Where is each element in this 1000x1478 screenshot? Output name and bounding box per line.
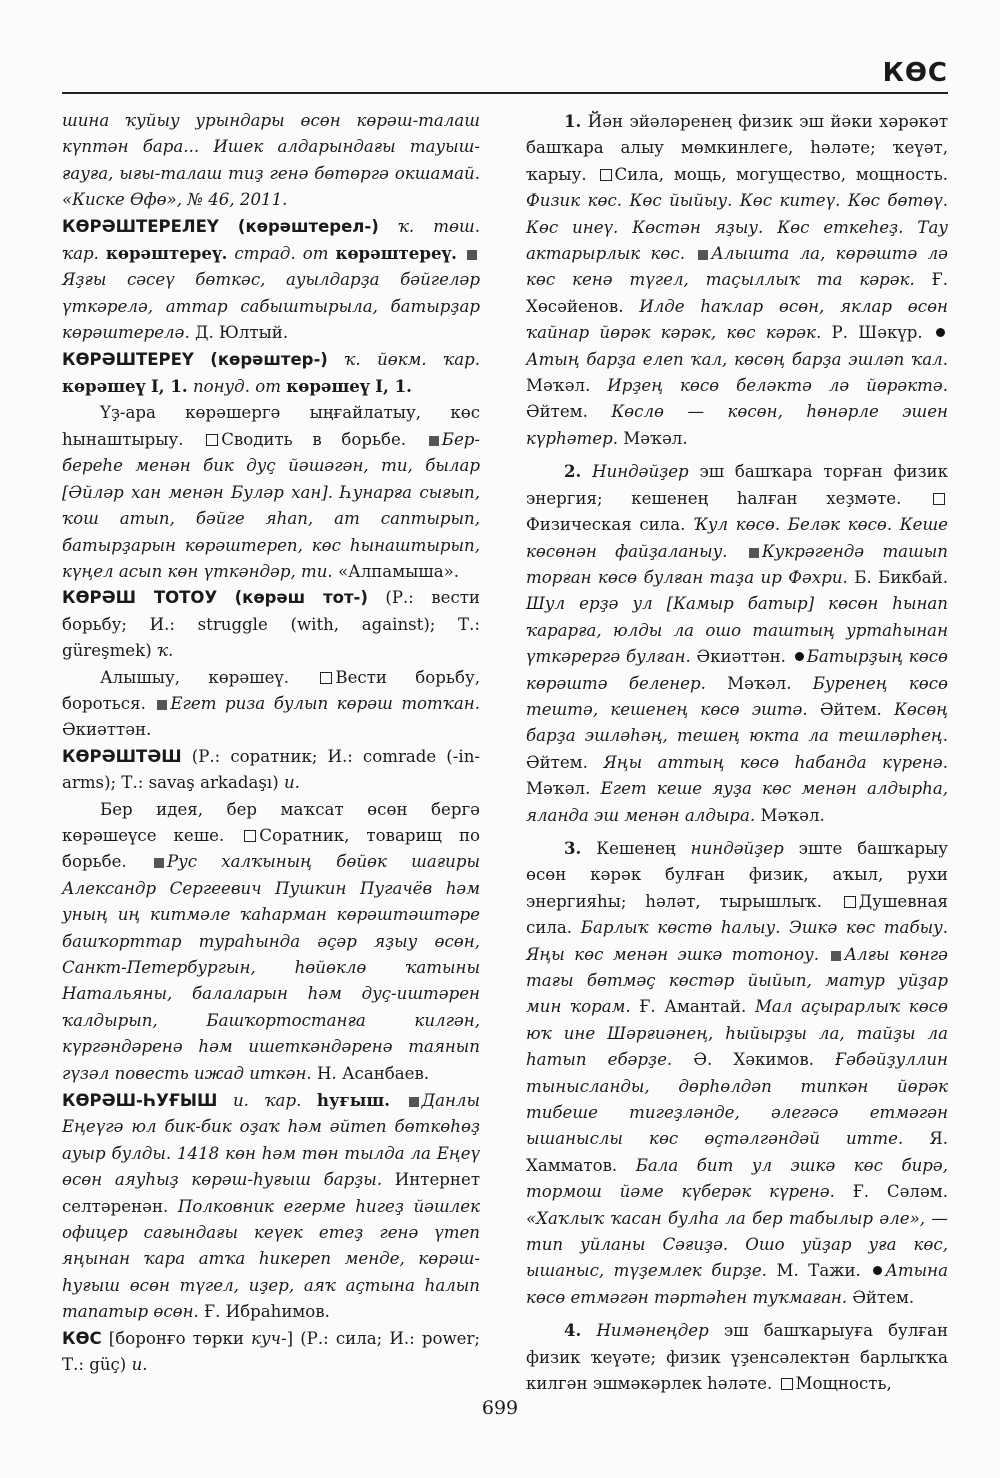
source: Ғ. Хөсәйенов. [526, 270, 949, 316]
source: Әйтем. [819, 699, 882, 719]
source: Әкиәттән. [696, 647, 786, 667]
definition-text: Йән эйәләренең физик эш йәки хәрәкәт башҡара алыу мөмкинлеге, һәләте; ҡеүәт, ҡарыу. [526, 112, 948, 184]
source: Мәҡәл. [727, 673, 792, 693]
definition [62, 400, 480, 585]
example-text: Бала бит ул эшкә көс бирә, тормош йәме күберәк күренә. [526, 1155, 948, 1202]
running-head: КӨС [882, 58, 948, 88]
proverb-text: Атың барҙа елеп ҡал, көсөң барҙа эшләп ҡал. [526, 349, 948, 369]
example-text: Алышта ла, көрәштә лә көс кенә түгел, таҫыллыҡ та кәрәк. [526, 244, 948, 290]
example-text: Илде һаҡлар өсөн, яклар өсөн ҡайнар йөрәк кәрәк, көс кәрәк. [526, 296, 948, 343]
entry-kos [62, 1326, 480, 1379]
cross-ref: көрәшеү I, 1. [286, 376, 412, 397]
example-marker-icon [749, 548, 759, 558]
source: Әйтем. [526, 402, 588, 422]
headword: КӨС [62, 1328, 102, 1348]
translations-list: ] (Р.: сила; И.: power; Т.: güç) [62, 1328, 481, 1375]
proverb-marker-icon [873, 1266, 882, 1275]
proverb-text: Егет кеше яуҙа көс менән алдырһа, яланда эш менән алдыра. [526, 779, 949, 825]
proverb-text: Батырҙың көсө көрәштә беленер. [526, 647, 948, 693]
proverb-marker-icon [936, 328, 945, 337]
source: Ғ. Ибраһимов. [204, 1302, 330, 1322]
definition-text: эш башҡарыуға булған физик ҡеүәте; физик үҙенсәлектән барлыҡҡа килгән эшмәкәрлек һәләте. [526, 1321, 949, 1394]
cross-ref: көрәштереү. [105, 243, 228, 264]
header-rule [62, 92, 948, 94]
example-marker-icon [409, 1097, 419, 1107]
proverb-text: Буренең көсө тештә, кешенең көсө эштә. [526, 673, 949, 719]
grammar-label: понуд. от [192, 377, 281, 397]
translation: Душевная сила. [526, 891, 948, 938]
source: Интернет селтәренән. [62, 1170, 480, 1216]
source: Мәҡәл. [526, 779, 591, 799]
definition-qualifier: ниндәйҙер [690, 838, 784, 858]
stem: (көрәш тот-) [234, 588, 368, 608]
headword: КӨРӘШ-ҺУҒЫШ [62, 1091, 218, 1111]
grammar-label: страд. от [234, 244, 329, 264]
translation-marker-icon [933, 493, 945, 505]
headword: КӨРӘШ ТОТОУ [62, 588, 218, 608]
proverb-text: Көслө — көсөн, һөнәрле эшен күрһәтер. [526, 402, 948, 448]
stem: (көрәштер-) [210, 349, 328, 369]
proverb-text: Ирҙең көсө беләктә лә йөрәктә. [607, 376, 948, 396]
source: Ә. Хәкимов. [693, 1050, 814, 1070]
example-marker-icon [429, 436, 439, 446]
source: Мәҡәл. [760, 805, 825, 825]
definition-text: Кешенең [596, 838, 676, 858]
translation: Вести борьбу, бороться. [62, 667, 480, 713]
source: Мәҡәл. [526, 376, 591, 396]
example-text: Яҙғы сәсеү бөткәс, ауылдарҙа бәйгеләр үткәрелә, аттар сабыштырыла, батырҙар көрәштерелә. [62, 270, 480, 343]
translation-marker-icon [781, 1378, 793, 1390]
entry-korashtash [62, 744, 480, 797]
example-marker-icon [698, 250, 708, 260]
sense-number: 4. [564, 1320, 582, 1341]
headword: КӨРӘШТЕРЕЛЕҮ [62, 216, 219, 236]
example-marker-icon [154, 858, 164, 868]
entry-korashtereu [62, 347, 480, 401]
source: М. Тажи. [776, 1261, 861, 1281]
translation: Соратник, товарищ по борьбе. [62, 825, 481, 872]
definition-qualifier: Нимәнеңдер [596, 1321, 709, 1341]
example-text: Ғәбәйҙуллин тынысланды, дөрһөлдәп типкән йөрәк тибеше тигеҙләнде, әлегәсә етмәгән ышаныслы көс өҫтәлгәндәй итте. [526, 1050, 948, 1149]
page-number: 699 [481, 1397, 519, 1419]
grammar-label: и. [131, 1355, 148, 1375]
sense-1 [526, 108, 948, 452]
collocations: Барлыҡ көстө һалыу. Эшкә көс табыу. Яңы көс менән эшкә тотоноу. [526, 918, 948, 964]
sense-2 [526, 458, 948, 829]
translation-marker-icon [206, 434, 218, 446]
etymon: куч- [251, 1328, 287, 1348]
example-marker-icon [831, 951, 841, 961]
etymology: [боронғо төрки [108, 1328, 244, 1348]
definition-qualifier: Ниндәйҙер [592, 462, 689, 482]
proverb-marker-icon [795, 652, 804, 661]
source: Я. Хамматов. [526, 1129, 948, 1175]
cross-ref: көрәшеү I, 1. [62, 376, 188, 397]
definition [62, 665, 480, 744]
example-text: Алғы көнгә тағы бөтмәҫ көстәр йыйып, матур уйҙар мин ҡорам. [526, 944, 948, 1017]
entry-korash-totou [62, 585, 480, 664]
translation: Сила, мощь, могущество, мощность. [614, 164, 949, 184]
example-text: Кукрәгендә ташып торған көсө булған таҙа ир Фәхри. [526, 541, 948, 587]
grammar-label: и. ҡар. [232, 1091, 302, 1111]
translations-list: (Р.: вести борьбу; И.: struggle (with, against); Т.: güreşmek) [62, 588, 480, 661]
collocations: Физик көс. Көс йыйыу. Көс китеү. Көс бөтөү. Көс инеү. Көстән яҙыу. Көс еткеһеҙ. Тау актарырлык көс. [526, 191, 948, 264]
paragraph [62, 108, 480, 214]
example-text: Егет риза булып көрәш тотҡан. [170, 693, 480, 713]
source: Р. Шәкүр. [831, 323, 923, 343]
definition-text: эште башҡарыу өсөн кәрәк булған физик, аҡыл, рухи энергияһы; һәләт, тырышлыҡ. [526, 838, 948, 911]
translation-marker-icon [600, 169, 612, 181]
grammar-label: ҡ. йөкм. ҡар. [344, 349, 481, 369]
example-text: «Хаҡлыҡ ҡасан булһа ла бер табылыр әле», — тип уйланы Сәғиҙә. Ошо уйҙар уға көс, ышаныс, түҙемлек бирҙе. [526, 1208, 948, 1281]
grammar-label: ҡ. төш. ҡар. [62, 216, 480, 264]
source: Ғ. Амантай. [639, 997, 747, 1017]
right-column [526, 108, 948, 1398]
sense-number: 3. [564, 837, 582, 858]
source: Әйтем. [852, 1287, 915, 1307]
translation: Сводить в борьбе. [221, 429, 407, 449]
entry-korash-hugysh [62, 1087, 480, 1326]
source: Мәҡәл. [623, 428, 688, 448]
translation: Мощность, [795, 1374, 892, 1394]
example-text: Бер-береһе менән бик дуҫ йәшәгән, ти, былар [Әйләр хан менән Буләр хан]. Һунарға сығып, ҡош атып, бәйге яһап, ат саптырып, батырҙарын көрәштереп, көс һынаштырып, күңел асып көн үткәндәр, ти. [62, 429, 480, 581]
grammar-label: и. [283, 773, 300, 793]
collocations: Ҡул көсө. Беләк көсө. Кеше көсөнән файҙаланыу. [526, 515, 948, 561]
example-text: Мал аҫырарлыҡ көсө юҡ ине Шәрғиәнең, һыйырҙы ла, тайҙы ла һатып ебәрҙе. [526, 997, 948, 1070]
left-column [62, 108, 480, 1379]
definition-text: Алышыу, көрәшеү. [100, 667, 290, 687]
example-marker-icon [157, 700, 167, 710]
source: Д. Юлтый. [195, 323, 289, 343]
stem: (көрәштерел-) [237, 216, 379, 236]
headword: КӨРӘШТӘШ [62, 746, 182, 766]
definition-text: Үҙ-ара көрәшергә ыңғайлатыу, көс һынаштырыу. [62, 403, 480, 449]
proverb-text: Көсөң барҙа эшләһәң, тешең юкта ла тешләрһең. [526, 699, 949, 746]
translations-list: (Р.: соратник; И.: comrade (-in-arms); Т.: savaş arkadaşı) [62, 746, 480, 793]
headword: КӨРӘШТЕРЕҮ [62, 349, 194, 369]
entry-korashtereleu [62, 214, 480, 347]
proverb-text: Яңы аттың көсө һабанда күренә. [603, 752, 948, 772]
sense-number: 1. [564, 111, 582, 131]
sense-number: 2. [564, 461, 582, 482]
example-text: Рус халҡының бөйөк шағиры Александр Сергеевич Пушкин Пугачёв һәм уның иң китмәле ҡаһарман көрәштәштәре башҡорттар тураһында әҫәр яҙыу өсөн, Санкт-Петербургын, һөйөклө ҡатыны Натальяны, балаларын һәм дуҫ-иштәрен ҡалдырып, Башҡортостанға килгән, күргәндәренә һәм ишеткәндәренә таянып гүзәл повесть ижад иткән. [62, 852, 481, 1083]
example-text: шина ҡуйыу урындары өсөн көрәш-талаш күптән бара... Ишек алдарындағы тауыш-ғауға, ығы-талаш тиҙ генә бөтөргә окшамай. «Киске Өфө», № 46, 2011. [62, 111, 480, 210]
cross-ref: һуғыш. [316, 1090, 391, 1111]
example-marker-icon [467, 250, 477, 260]
source: Әйтем. [526, 752, 588, 772]
definition [62, 797, 480, 1087]
proverb-text: Атына көсө етмәгән тәртәһен туҡмаған. [526, 1261, 948, 1307]
translation: Физическая сила. [526, 515, 686, 535]
example-text: Данлы Еңеүгә юл бик-бик оҙаҡ һәм әйтеп бөткөһөҙ ауыр булды. 1418 көн һәм төн тылда ла Еңеү өсөн аяуһыҙ көрәш-һуғыш барҙы. [62, 1091, 480, 1190]
definition-text: Бер идея, бер маҡсат өсөн бергә көрәшеүсе кеше. [62, 799, 480, 845]
translation-marker-icon [320, 672, 332, 684]
cross-ref: көрәштереү. [335, 243, 457, 264]
source: Б. Бикбай. [854, 567, 949, 587]
source: Н. Асанбаев. [316, 1063, 430, 1083]
translation-marker-icon [244, 830, 256, 842]
translation-marker-icon [844, 896, 856, 908]
grammar-label: ҡ. [156, 641, 174, 661]
source: «Алпамыша». [337, 561, 460, 581]
source: Әкиәттән. [62, 720, 152, 740]
definition-text: эш башҡара торған физик энергия; кешенең һалған хеҙмәте. [526, 462, 948, 508]
example-text: Полковник егерме һигеҙ йәшлек офицер сағындағы кеүек етеҙ генә үтеп яңынан ҡара атҡа һикереп менде, көрәш-һуғыш өсөн түгел, иҙер, аяҡ аҫтына һалып тапатыр өсөн. [62, 1196, 480, 1322]
source: Ғ. Сәләм. [852, 1182, 948, 1202]
sense-3 [526, 835, 948, 1311]
example-text: Шул ерҙә ул [Камыр батыр] көсөн һынап ҡарарға, юлды ла ошо таштың уртаһынан үткәрергә булған. [526, 594, 948, 667]
sense-4 [526, 1317, 948, 1397]
